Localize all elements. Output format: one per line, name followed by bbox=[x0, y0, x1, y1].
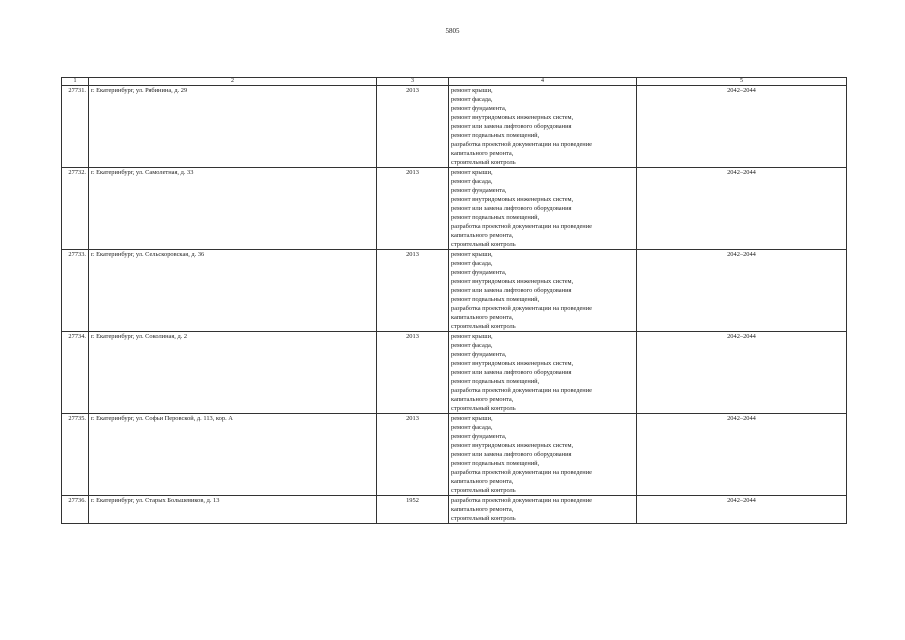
table-row bbox=[62, 414, 847, 496]
work-item: ремонт фундамента, bbox=[451, 105, 507, 112]
work-item: капитального ремонта, bbox=[451, 506, 514, 513]
row-year: 2013 bbox=[377, 332, 449, 414]
column-header-1: 1 bbox=[62, 78, 89, 86]
work-item: ремонт фундамента, bbox=[451, 351, 507, 358]
work-item: ремонт подвальных помещений, bbox=[451, 132, 540, 139]
table-row bbox=[62, 250, 847, 332]
work-item: разработка проектной документации на проведение bbox=[451, 497, 592, 504]
work-item: ремонт фасада, bbox=[451, 342, 493, 349]
row-works-list bbox=[449, 86, 637, 168]
row-year: 2013 bbox=[377, 414, 449, 496]
repair-schedule-table bbox=[61, 77, 847, 524]
row-address: г. Екатеринбург, ул. Старых Большевиков, д. 13 bbox=[89, 496, 377, 524]
work-item: ремонт внутридомовых инженерных систем, bbox=[451, 360, 574, 367]
work-item: ремонт или замена лифтового оборудования bbox=[451, 451, 572, 458]
work-item: строительный контроль bbox=[451, 323, 516, 330]
row-address: г. Екатеринбург, ул. Софьи Перовской, д. 113, кор. А bbox=[89, 414, 377, 496]
work-item: строительный контроль bbox=[451, 159, 516, 166]
row-period: 2042–2044 bbox=[637, 86, 847, 168]
work-item: ремонт или замена лифтового оборудования bbox=[451, 205, 572, 212]
work-item: разработка проектной документации на проведение bbox=[451, 141, 592, 148]
table-header-row bbox=[62, 78, 847, 86]
work-item: ремонт подвальных помещений, bbox=[451, 296, 540, 303]
page-number: 5805 bbox=[445, 27, 460, 35]
row-works-list bbox=[449, 168, 637, 250]
row-works-list bbox=[449, 250, 637, 332]
work-item: строительный контроль bbox=[451, 515, 516, 522]
work-item: ремонт внутридомовых инженерных систем, bbox=[451, 114, 574, 121]
row-year: 1952 bbox=[377, 496, 449, 524]
work-item: разработка проектной документации на проведение bbox=[451, 223, 592, 230]
row-year: 2013 bbox=[377, 168, 449, 250]
table-body bbox=[62, 86, 847, 524]
row-number: 27732. bbox=[62, 168, 89, 250]
table-row bbox=[62, 86, 847, 168]
row-period: 2042–2044 bbox=[637, 168, 847, 250]
row-number: 27731. bbox=[62, 86, 89, 168]
work-item: ремонт подвальных помещений, bbox=[451, 214, 540, 221]
work-item: строительный контроль bbox=[451, 405, 516, 412]
work-item: капитального ремонта, bbox=[451, 232, 514, 239]
work-item: капитального ремонта, bbox=[451, 150, 514, 157]
work-item: капитального ремонта, bbox=[451, 396, 514, 403]
row-number: 27736. bbox=[62, 496, 89, 524]
work-item: ремонт фасада, bbox=[451, 178, 493, 185]
work-item: ремонт фундамента, bbox=[451, 187, 507, 194]
work-item: разработка проектной документации на проведение bbox=[451, 387, 592, 394]
column-header-3: 3 bbox=[377, 78, 449, 86]
work-item: ремонт крыши, bbox=[451, 87, 493, 94]
row-address: г. Екатеринбург, ул. Соколиная, д. 2 bbox=[89, 332, 377, 414]
row-works-list bbox=[449, 332, 637, 414]
table-row bbox=[62, 496, 847, 524]
column-header-4: 4 bbox=[449, 78, 637, 86]
work-item: ремонт внутридомовых инженерных систем, bbox=[451, 196, 574, 203]
work-item: ремонт фундамента, bbox=[451, 433, 507, 440]
work-item: ремонт или замена лифтового оборудования bbox=[451, 287, 572, 294]
work-item: ремонт фасада, bbox=[451, 96, 493, 103]
work-item: ремонт или замена лифтового оборудования bbox=[451, 369, 572, 376]
work-item: ремонт фундамента, bbox=[451, 269, 507, 276]
row-year: 2013 bbox=[377, 250, 449, 332]
column-header-2: 2 bbox=[89, 78, 377, 86]
row-address: г. Екатеринбург, ул. Рябинина, д. 29 bbox=[89, 86, 377, 168]
table-row bbox=[62, 332, 847, 414]
work-item: капитального ремонта, bbox=[451, 478, 514, 485]
row-year: 2013 bbox=[377, 86, 449, 168]
work-item: ремонт крыши, bbox=[451, 415, 493, 422]
work-item: ремонт фасада, bbox=[451, 260, 493, 267]
row-period: 2042–2044 bbox=[637, 250, 847, 332]
work-item: строительный контроль bbox=[451, 241, 516, 248]
work-item: ремонт фасада, bbox=[451, 424, 493, 431]
row-number: 27733. bbox=[62, 250, 89, 332]
row-works-list bbox=[449, 496, 637, 524]
column-header-5: 5 bbox=[637, 78, 847, 86]
row-number: 27735. bbox=[62, 414, 89, 496]
work-item: ремонт внутридомовых инженерных систем, bbox=[451, 278, 574, 285]
row-works-list bbox=[449, 414, 637, 496]
row-period: 2042–2044 bbox=[637, 496, 847, 524]
row-number: 27734. bbox=[62, 332, 89, 414]
work-item: капитального ремонта, bbox=[451, 314, 514, 321]
work-item: разработка проектной документации на проведение bbox=[451, 305, 592, 312]
table-row bbox=[62, 168, 847, 250]
work-item: ремонт крыши, bbox=[451, 333, 493, 340]
work-item: ремонт внутридомовых инженерных систем, bbox=[451, 442, 574, 449]
work-item: ремонт крыши, bbox=[451, 251, 493, 258]
work-item: ремонт подвальных помещений, bbox=[451, 378, 540, 385]
row-address: г. Екатеринбург, ул. Самолетная, д. 33 bbox=[89, 168, 377, 250]
work-item: разработка проектной документации на проведение bbox=[451, 469, 592, 476]
work-item: ремонт или замена лифтового оборудования bbox=[451, 123, 572, 130]
work-item: ремонт крыши, bbox=[451, 169, 493, 176]
row-address: г. Екатеринбург, ул. Сельскоровская, д. 36 bbox=[89, 250, 377, 332]
row-period: 2042–2044 bbox=[637, 332, 847, 414]
row-period: 2042–2044 bbox=[637, 414, 847, 496]
work-item: строительный контроль bbox=[451, 487, 516, 494]
work-item: ремонт подвальных помещений, bbox=[451, 460, 540, 467]
